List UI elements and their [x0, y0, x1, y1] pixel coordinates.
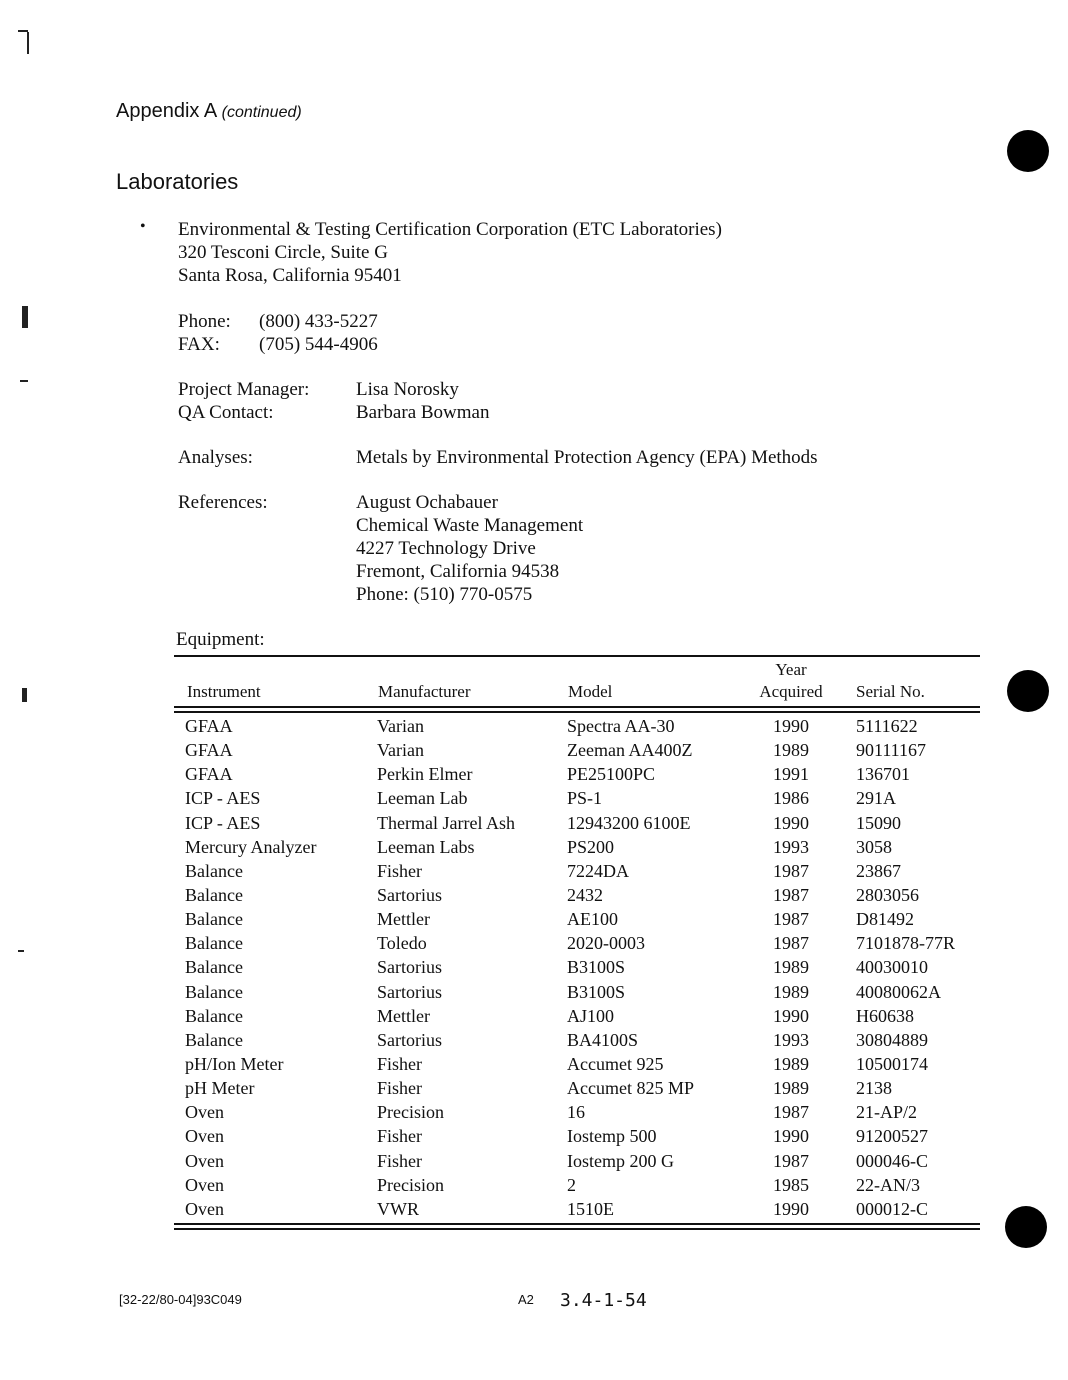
table-row: [0, 786, 1068, 810]
cell-serial: 10500174: [856, 1053, 928, 1074]
cell-serial: 000012-C: [856, 1198, 928, 1219]
lab-bullet: •: [140, 218, 146, 235]
table-row: [0, 714, 1068, 738]
punch-hole-middle: [1007, 670, 1049, 712]
table-row: [0, 1028, 1068, 1052]
cell-manufacturer: Sartorius: [377, 957, 442, 978]
cell-manufacturer: Fisher: [377, 1126, 422, 1147]
col-header-year-line2: Acquired: [759, 682, 823, 701]
table-row: [0, 859, 1068, 883]
cell-instrument: Balance: [185, 933, 243, 954]
cell-instrument: Balance: [185, 909, 243, 930]
col-header-manufacturer: Manufacturer: [378, 682, 471, 701]
table-row: [0, 883, 1068, 907]
cell-instrument: GFAA: [185, 740, 233, 761]
table-row: [0, 811, 1068, 835]
cell-serial: 21-AP/2: [856, 1102, 918, 1123]
cell-instrument: Oven: [185, 1102, 224, 1123]
cell-instrument: Oven: [185, 1126, 224, 1147]
cell-year: 1985: [773, 1174, 809, 1195]
cell-manufacturer: Precision: [377, 1174, 444, 1195]
cell-year: 1987: [773, 1150, 809, 1171]
cell-manufacturer: Sartorius: [377, 884, 442, 905]
cell-manufacturer: Toledo: [377, 933, 427, 954]
reference-line: Chemical Waste Management: [356, 515, 584, 536]
lab-name: Environmental & Testing Certification Corporation (ETC Laboratories): [178, 219, 722, 240]
scan-speck: [20, 380, 28, 382]
cell-manufacturer: Leeman Lab: [377, 788, 468, 809]
cell-serial: 3058: [856, 836, 892, 857]
cell-year: 1991: [773, 764, 809, 785]
cell-serial: 23867: [856, 860, 901, 881]
cell-instrument: Mercury Analyzer: [185, 836, 317, 857]
cell-instrument: Balance: [185, 1029, 243, 1050]
cell-manufacturer: Thermal Jarrel Ash: [377, 812, 515, 833]
cell-model: Iostemp 500: [567, 1126, 657, 1147]
cell-serial: 91200527: [856, 1126, 928, 1147]
cell-serial: 5111622: [856, 716, 918, 736]
cell-model: Accumet 825 MP: [567, 1078, 694, 1099]
cell-year: 1989: [773, 1078, 809, 1099]
contacts-values: [356, 378, 489, 424]
cell-serial: 2803056: [856, 884, 919, 905]
cell-instrument: GFAA: [185, 764, 233, 785]
cell-serial: D81492: [856, 909, 914, 930]
punch-hole-top: [1007, 130, 1049, 172]
table-row: [0, 931, 1068, 955]
cell-instrument: pH/Ion Meter: [185, 1053, 284, 1074]
cell-instrument: Balance: [185, 884, 243, 905]
cell-model: 16: [567, 1102, 585, 1123]
cell-model: PE25100PC: [567, 764, 656, 785]
table-row: [0, 835, 1068, 859]
cell-model: Accumet 925: [567, 1053, 664, 1074]
lab-address-block: [178, 218, 722, 287]
cell-year: 1987: [773, 909, 809, 930]
cell-manufacturer: Varian: [377, 740, 424, 761]
footer-page-stamp: 3.4-1-54: [560, 1290, 647, 1311]
cell-instrument: Balance: [185, 860, 243, 881]
cell-serial: 30804889: [856, 1029, 928, 1050]
table-row: [0, 762, 1068, 786]
cell-instrument: Oven: [185, 1150, 224, 1171]
cell-model: 2: [567, 1174, 576, 1195]
table-bottom-rule-top: [174, 1223, 980, 1225]
fax-value: (705) 544-4906: [259, 334, 378, 355]
cell-serial: 40030010: [856, 957, 928, 978]
cell-year: 1989: [773, 1053, 809, 1074]
cell-year: 1989: [773, 981, 809, 1002]
appendix-title: Appendix A: [116, 100, 217, 122]
col-header-serial: Serial No.: [856, 682, 925, 701]
scan-speck: [22, 688, 27, 702]
cell-model: 12943200 6100E: [567, 812, 691, 833]
table-top-rule: [174, 655, 980, 657]
table-row: [0, 955, 1068, 979]
table-row: [0, 1149, 1068, 1173]
cell-model: B3100S: [567, 981, 626, 1002]
cell-manufacturer: Mettler: [377, 1005, 430, 1026]
table-row: [0, 738, 1068, 762]
table-row: [0, 980, 1068, 1004]
project-manager-label: Project Manager:: [178, 379, 310, 400]
cell-manufacturer: Leeman Labs: [377, 836, 475, 857]
table-bottom-rule-bottom: [174, 1228, 980, 1230]
col-header-instrument: Instrument: [187, 682, 261, 701]
cell-model: AE100: [567, 909, 618, 930]
table-row: [0, 1173, 1068, 1197]
cell-instrument: Oven: [185, 1198, 224, 1219]
cell-model: BA4100S: [567, 1029, 639, 1050]
reference-line: 4227 Technology Drive: [356, 538, 536, 559]
scan-speck: [27, 32, 29, 54]
footer-doc-code: [32-22/80-04]93C049: [119, 1292, 242, 1307]
qa-contact-label: QA Contact:: [178, 402, 274, 423]
cell-serial: 291A: [856, 788, 896, 809]
section-title: Laboratories: [116, 169, 239, 194]
cell-manufacturer: VWR: [377, 1198, 419, 1219]
cell-instrument: ICP - AES: [185, 788, 261, 809]
table-body: [0, 713, 1068, 1223]
cell-serial: 000046-C: [856, 1150, 928, 1171]
table-row: [0, 1197, 1068, 1221]
cell-year: 1989: [773, 740, 809, 761]
phone-value: (800) 433-5227: [259, 311, 378, 332]
cell-manufacturer: Sartorius: [377, 1029, 442, 1050]
cell-manufacturer: Fisher: [377, 1053, 422, 1074]
appendix-subtitle: (continued): [221, 104, 302, 121]
cell-year: 1993: [773, 1029, 809, 1050]
cell-model: 2432: [567, 884, 603, 905]
cell-model: 7224DA: [567, 860, 629, 881]
table-row: [0, 1100, 1068, 1124]
cell-manufacturer: Fisher: [377, 860, 422, 881]
cell-serial: 40080062A: [856, 981, 941, 1002]
cell-instrument: Oven: [185, 1174, 224, 1195]
cell-model: Zeeman AA400Z: [567, 740, 693, 761]
cell-instrument: pH Meter: [185, 1078, 255, 1099]
cell-manufacturer: Fisher: [377, 1150, 422, 1171]
cell-instrument: Balance: [185, 957, 243, 978]
cell-manufacturer: Precision: [377, 1102, 444, 1123]
cell-year: 1990: [773, 716, 809, 736]
scan-speck: [22, 306, 28, 328]
table-row: [0, 907, 1068, 931]
cell-model: Spectra AA-30: [567, 716, 675, 736]
cell-manufacturer: Fisher: [377, 1078, 422, 1099]
table-row: [0, 1076, 1068, 1100]
cell-year: 1990: [773, 812, 809, 833]
cell-year: 1990: [773, 1126, 809, 1147]
cell-year: 1993: [773, 836, 809, 857]
table-row: [0, 1004, 1068, 1028]
qa-contact-value: Barbara Bowman: [356, 402, 490, 423]
cell-model: AJ100: [567, 1005, 615, 1026]
cell-model: 2020-0003: [567, 933, 645, 954]
project-manager-value: Lisa Norosky: [356, 379, 459, 400]
table-row: [0, 1124, 1068, 1148]
equipment-label: Equipment:: [176, 629, 265, 650]
lab-contact-block: [178, 310, 478, 356]
lab-address-line1: 320 Tesconi Circle, Suite G: [178, 242, 388, 263]
cell-serial: H60638: [856, 1005, 914, 1026]
cell-manufacturer: Perkin Elmer: [377, 764, 473, 785]
reference-line: August Ochabauer: [356, 492, 498, 513]
cell-instrument: ICP - AES: [185, 812, 261, 833]
cell-year: 1987: [773, 1102, 809, 1123]
footer-page-label: A2: [518, 1292, 534, 1307]
cell-instrument: Balance: [185, 1005, 243, 1026]
cell-serial: 2138: [856, 1078, 892, 1099]
cell-serial: 136701: [856, 764, 910, 785]
cell-year: 1987: [773, 884, 809, 905]
cell-manufacturer: Mettler: [377, 909, 430, 930]
analyses-label: Analyses:: [178, 447, 253, 468]
phone-label: Phone:: [178, 311, 231, 332]
cell-model: PS-1: [567, 788, 603, 809]
cell-serial: 15090: [856, 812, 901, 833]
cell-model: Iostemp 200 G: [567, 1150, 674, 1171]
cell-year: 1987: [773, 933, 809, 954]
analyses-value: Metals by Environmental Protection Agency (EPA) Methods: [356, 447, 818, 468]
cell-serial: 7101878-77R: [856, 933, 955, 954]
appendix-heading: [116, 100, 302, 123]
col-header-model: Model: [568, 682, 613, 701]
cell-year: 1990: [773, 1198, 809, 1219]
cell-year: 1989: [773, 957, 809, 978]
reference-line: Phone: (510) 770-0575: [356, 584, 533, 605]
cell-year: 1986: [773, 788, 809, 809]
cell-serial: 90111167: [856, 740, 926, 761]
cell-model: B3100S: [567, 957, 626, 978]
cell-model: PS200: [567, 836, 615, 857]
references-block: [356, 491, 583, 606]
cell-year: 1987: [773, 860, 809, 881]
cell-serial: 22-AN/3: [856, 1174, 920, 1195]
reference-line: Fremont, California 94538: [356, 561, 560, 582]
col-header-year-line1: Year: [775, 660, 807, 679]
cell-instrument: Balance: [185, 981, 243, 1002]
fax-label: FAX:: [178, 334, 220, 355]
contacts-labels: [178, 378, 309, 424]
cell-model: 1510E: [567, 1198, 614, 1219]
cell-manufacturer: Sartorius: [377, 981, 442, 1002]
cell-year: 1990: [773, 1005, 809, 1026]
cell-manufacturer: Varian: [377, 716, 424, 736]
table-row: [0, 1052, 1068, 1076]
header-double-rule-top: [174, 706, 980, 708]
col-header-year: [752, 659, 830, 703]
lab-address-line2: Santa Rosa, California 95401: [178, 265, 402, 286]
references-label: References:: [178, 492, 268, 513]
cell-instrument: GFAA: [185, 716, 233, 736]
